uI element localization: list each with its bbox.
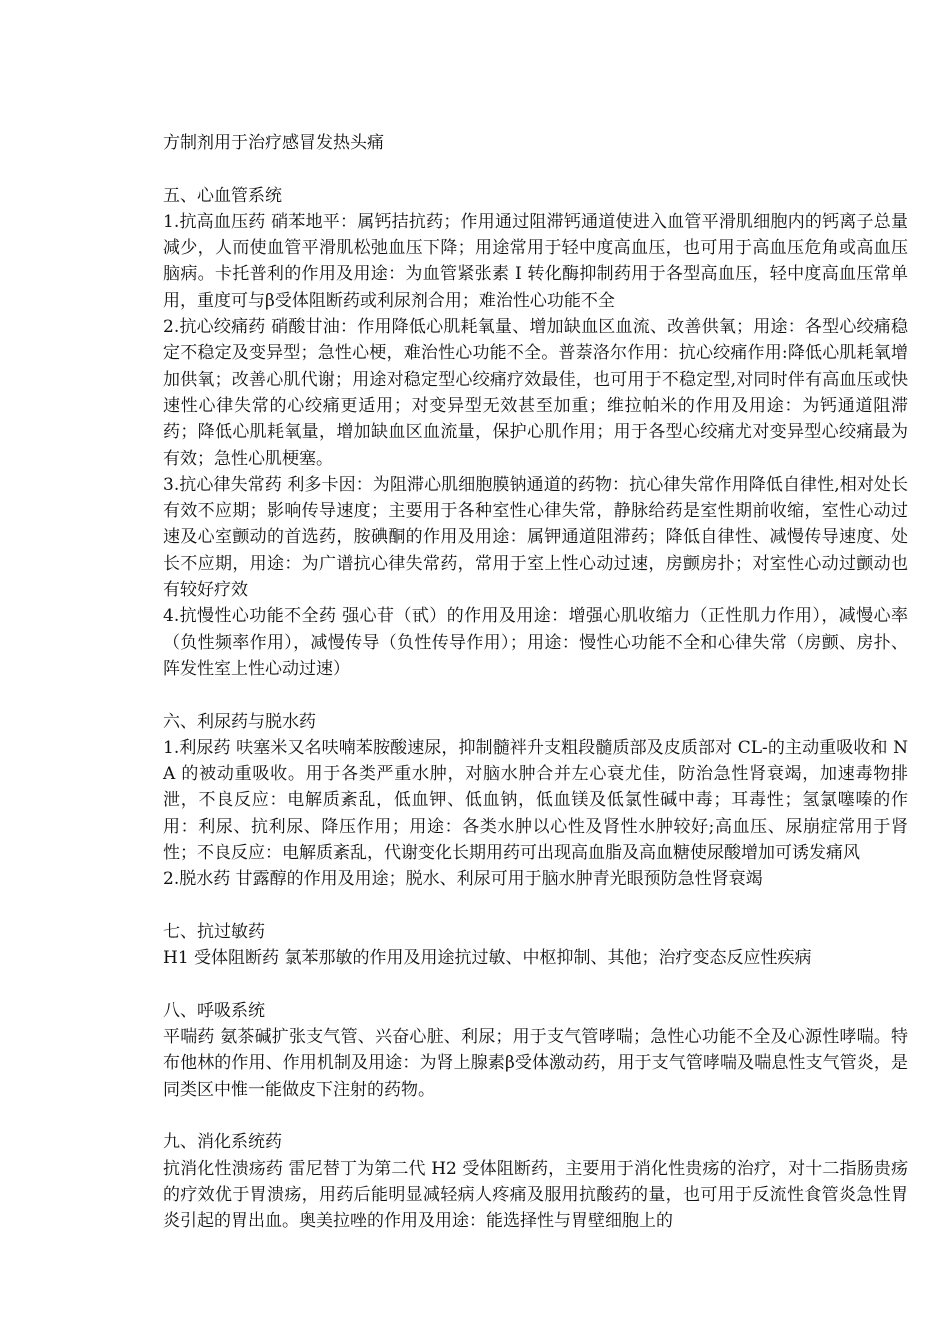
section-heading-respiratory: 八、呼吸系统	[163, 1000, 265, 1021]
section-heading-cardiovascular: 五、心血管系统	[163, 185, 282, 206]
paragraph-h1-blocker: H1 受体阻断药 氯苯那敏的作用及用途抗过敏、中枢抑制、其他；治疗变态反应性疾病	[163, 948, 812, 969]
document-body	[163, 130, 908, 1234]
spacer	[163, 156, 908, 182]
paragraph-antiarrhythmic: 3.抗心律失常药 利多卡因：为阻滞心肌细胞膜钠通道的药物：抗心律失常作用降低自律性,相对处长有效不应期；影响传导速度；主要用于各种室性心律失常，静脉给药是室性期前收缩，室性心动过速及心室颤动的首选药，胺碘酮的作用及用途：属钾通道阻滞药；降低自律性、减慢传导速度、处长不应期，用途：为广谱抗心律失常药，常用于室上性心动过速，房颤房扑；对室性心动过颤动也有较好疗效	[163, 474, 908, 601]
section-heading-antiallergic: 七、抗过敏药	[163, 921, 265, 942]
paragraph-diuretic: 1.利尿药 呋塞米又名呋喃苯胺酸速尿，抑制髓袢升支粗段髓质部及皮质部对 CL-的主动重吸收和 NA 的被动重吸收。用于各类严重水肿，对脑水肿合并左心衰尤佳，防治急性肾衰竭，加速毒物排泄，不良反应：电解质紊乱，低血钾、低血钠，低血镁及低氯性碱中毒；耳毒性；氢氯噻嗪的作用：利尿、抗利尿、降压作用；用途：各类水肿以心性及肾性水肿较好;高血压、尿崩症常用于肾性；不良反应：电解质紊乱，代谢变化长期用药可出现高血脂及高血糖使尿酸增加可诱发痛风	[163, 737, 908, 864]
paragraph-antiasthmatic: 平喘药 氨茶碱扩张支气管、兴奋心脏、利尿；用于支气管哮喘；急性心功能不全及心源性哮喘。特布他林的作用、作用机制及用途：为肾上腺素β受体激动药，用于支气管哮喘及喘息性支气管炎，是同类区中惟一能做皮下注射的药物。	[163, 1027, 908, 1100]
section-heading-diuretics: 六、利尿药与脱水药	[163, 711, 316, 732]
paragraph-antianginal: 2.抗心绞痛药 硝酸甘油：作用降低心肌耗氧量、增加缺血区血流、改善供氧；用途：各型心绞痛稳定不稳定及变异型；急性心梗，难治性心功能不全。普萘洛尔作用：抗心绞痛作用:降低心肌耗氧增加供氧；改善心肌代谢；用途对稳定型心绞痛疗效最佳，也可用于不稳定型,对同时伴有高血压或快速性心律失常的心绞痛更适用；对变异型无效甚至加重；维拉帕米的作用及用途：为钙通道阻滞药；降低心肌耗氧量，增加缺血区血流量，保护心肌作用；用于各型心绞痛尤对变异型心绞痛最为有效；急性心肌梗塞。	[163, 317, 908, 469]
paragraph-antiulcer: 抗消化性溃疡药 雷尼替丁为第二代 H2 受体阻断药，主要用于消化性贵疡的治疗，对十二指肠贵疡的疗效优于胃溃疡，用药后能明显减轻病人疼痛及服用抗酸药的量，也可用于反流性食管炎急性胃炎引起的胃出血。奥美拉唑的作用及用途：能选择性与胃壁细胞上的	[163, 1158, 908, 1232]
spacer	[163, 972, 908, 998]
paragraph-antihypertensive: 1.抗高血压药 硝苯地平：属钙拮抗药；作用通过阻滞钙通道使进入血管平滑肌细胞内的钙离子总量减少，人而使血管平滑肌松弛血压下降；用途常用于轻中度高血压，也可用于高血压危角或高血压脑病。卡托普利的作用及用途：为血管紧张素 I 转化酶抑制药用于各型高血压，轻中度高血压常单用，重度可与β受体阻断药或利尿剂合用；难治性心功能不全	[163, 211, 908, 311]
spacer	[163, 682, 908, 708]
paragraph-dehydrant: 2.脱水药 甘露醇的作用及用途；脱水、利尿可用于脑水肿青光眼预防急性肾衰竭	[163, 869, 763, 890]
paragraph-heart-failure: 4.抗慢性心功能不全药 强心苷（甙）的作用及用途：增强心肌收缩力（正性肌力作用），减慢心率（负性频率作用），减慢传导（负性传导作用）；用途：慢性心功能不全和心律失常（房颤、房扑、阵发性室上性心动过速）	[163, 606, 908, 679]
intro-line: 方制剂用于治疗感冒发热头痛	[163, 133, 384, 153]
spacer	[163, 1103, 908, 1129]
spacer	[163, 893, 908, 919]
section-heading-digestive: 九、消化系统药	[163, 1132, 282, 1153]
